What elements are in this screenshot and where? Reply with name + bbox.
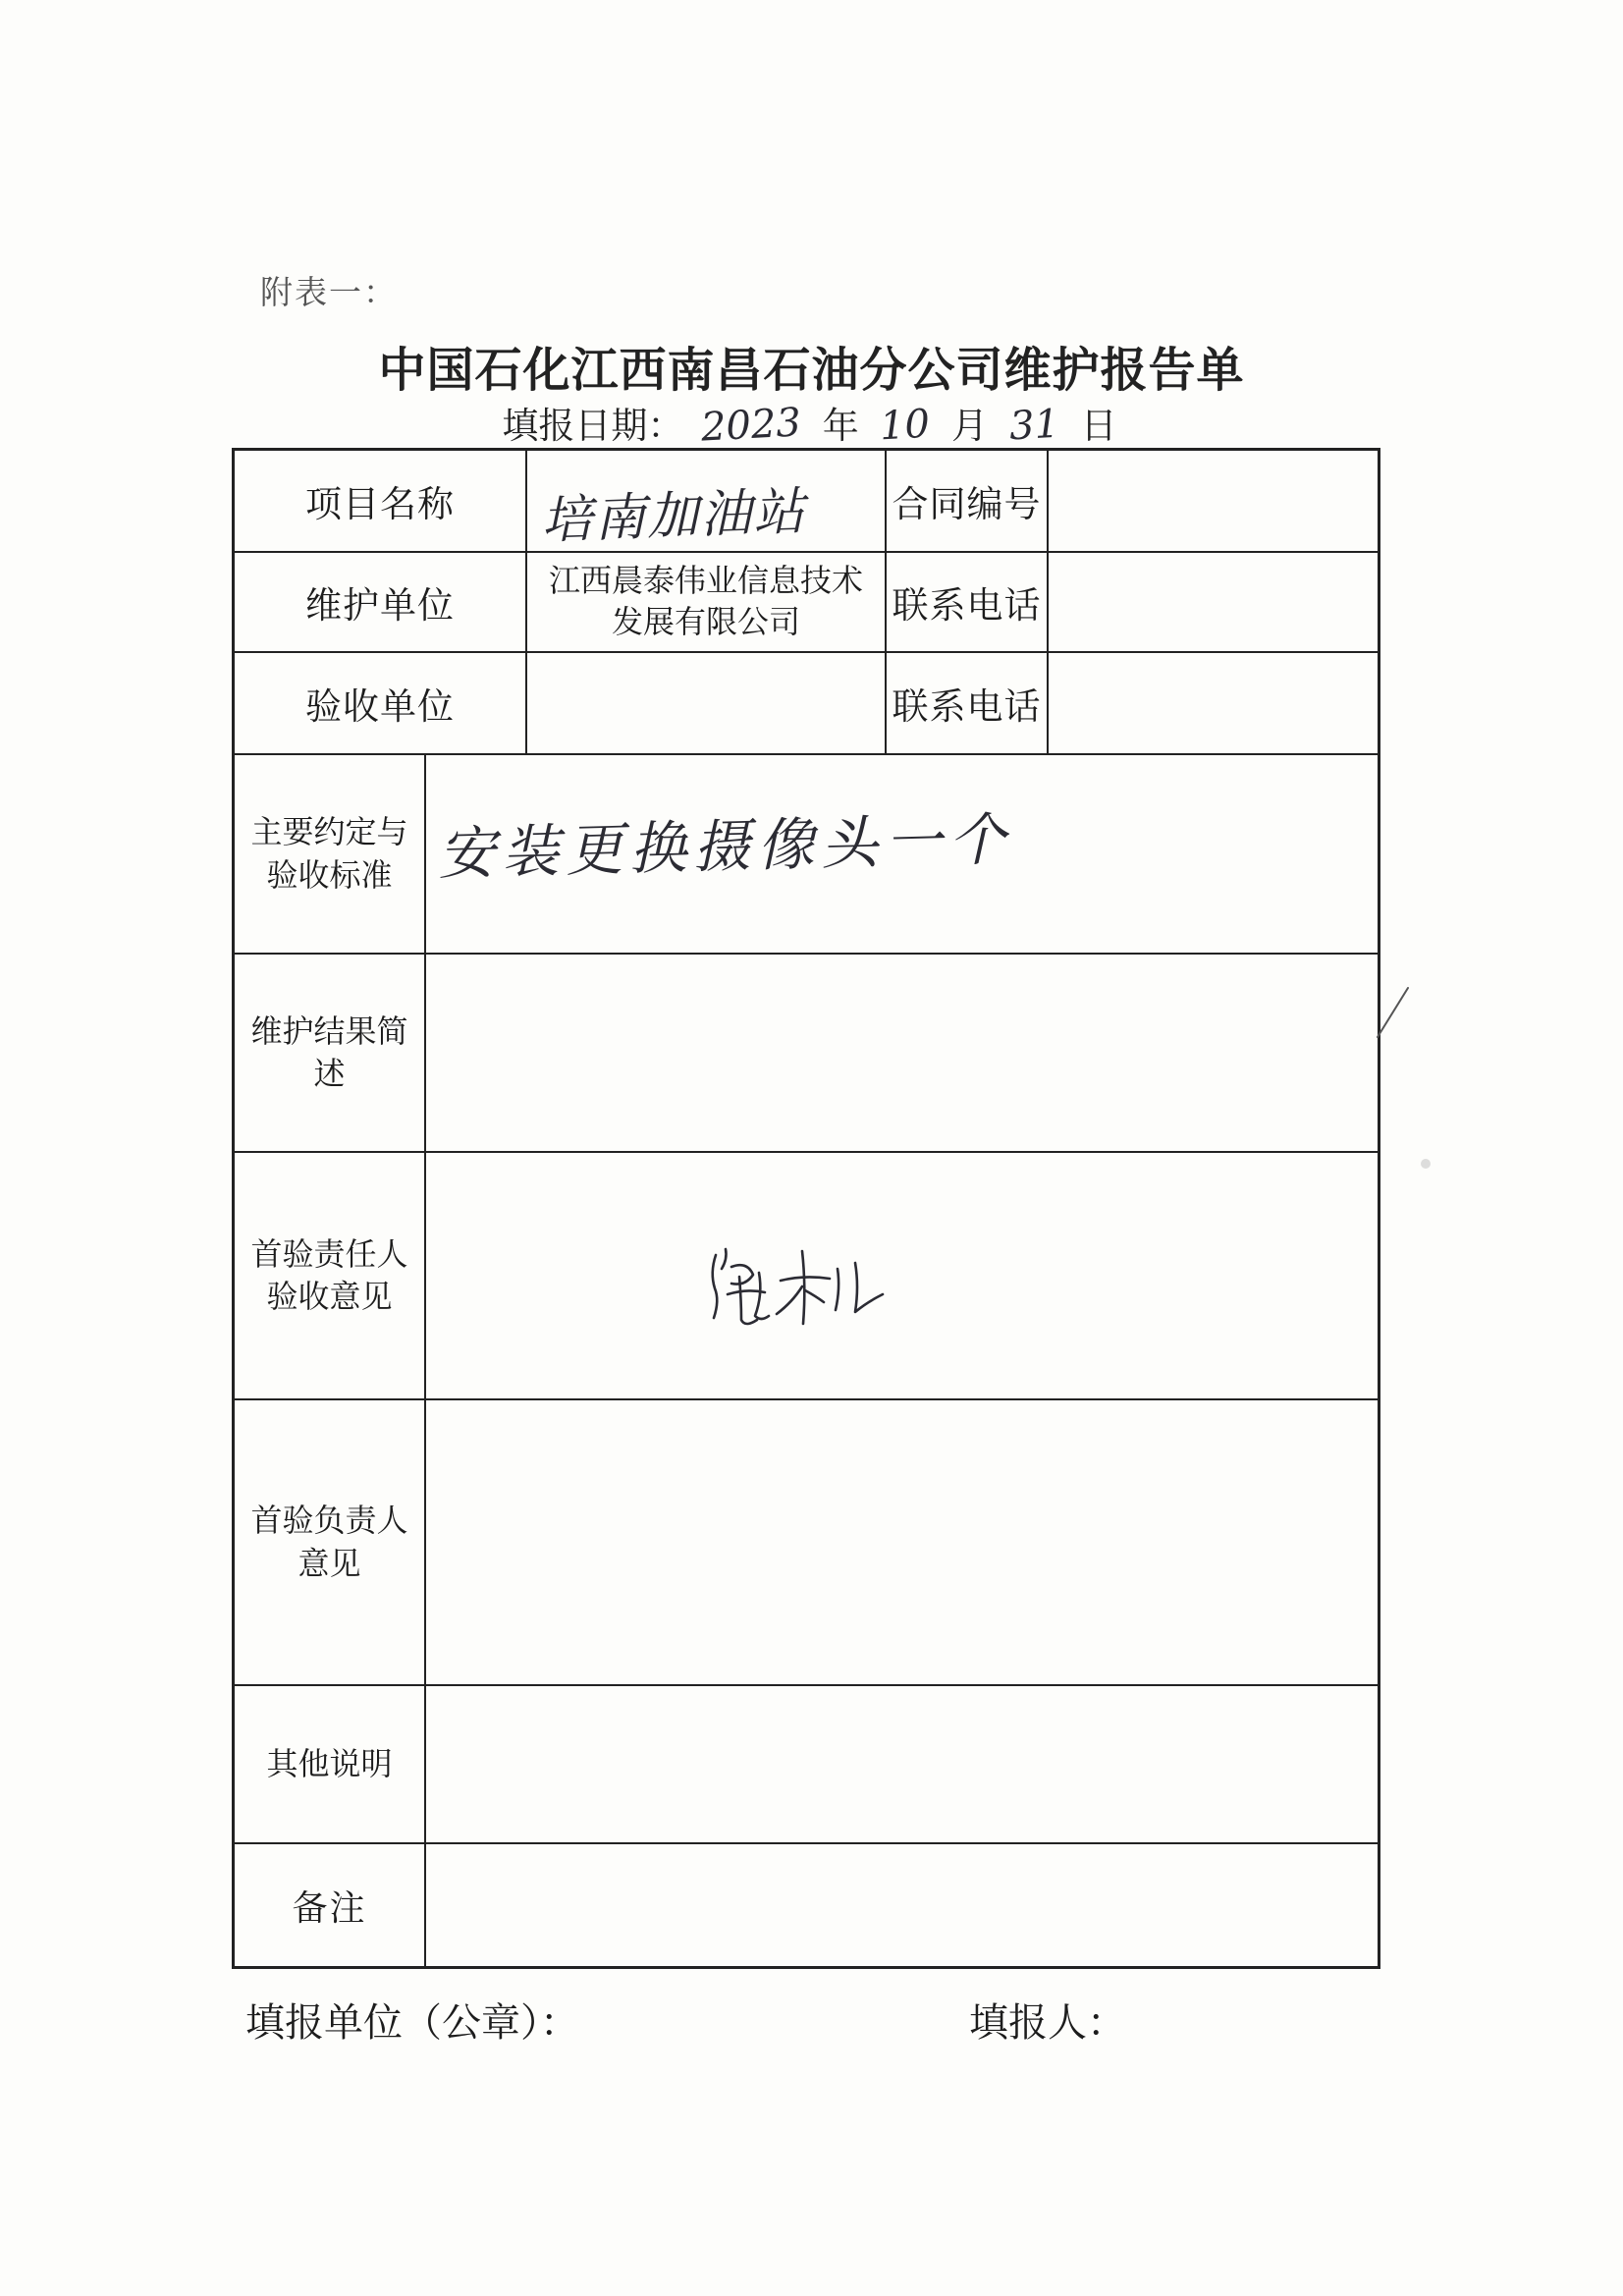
project-name-label: 项目名称 <box>305 483 455 525</box>
leader-opinion-label-cell <box>235 1400 426 1684</box>
maintenance-unit-value-cell <box>527 553 887 651</box>
row-project <box>235 451 1378 553</box>
remarks-label: 备注 <box>292 1887 367 1929</box>
maintenance-unit-value: 江西晨泰伟业信息技术发展有限公司 <box>549 562 864 640</box>
agreement-label-cell <box>235 755 426 953</box>
fill-date-day: 31 <box>1007 401 1060 450</box>
agreement-value-cell <box>426 755 1378 953</box>
row-acceptance-unit <box>235 653 1378 755</box>
result-summary-label: 维护结果简述 <box>250 1011 408 1092</box>
phone-2-value-cell <box>1049 653 1378 753</box>
other-notes-value-cell <box>426 1686 1378 1842</box>
row-leader-opinion <box>235 1400 1378 1686</box>
fill-date-label: 填报日期： <box>502 405 684 447</box>
footer-reporter-label: 填报人： <box>969 2000 1126 2046</box>
fill-date-month-unit: 月 <box>951 405 989 447</box>
attachment-label: 附表一： <box>260 273 398 311</box>
result-summary-value-cell <box>426 955 1378 1151</box>
row-agreement <box>235 755 1378 955</box>
remarks-value-cell <box>426 1844 1378 1966</box>
maintenance-unit-label: 维护单位 <box>305 584 455 627</box>
fill-date-year: 2023 <box>700 400 803 451</box>
document-title: 中国石化江西南昌石油分公司维护报告单 <box>378 343 1245 398</box>
inspector-opinion-label-cell <box>235 1153 426 1398</box>
maintenance-unit-label-cell <box>235 553 527 651</box>
handwritten-signature-icon <box>702 1237 889 1332</box>
acceptance-unit-label-cell <box>235 653 527 753</box>
other-notes-label: 其他说明 <box>266 1744 393 1782</box>
remarks-label-cell <box>235 1844 426 1966</box>
inspector-opinion-value-cell <box>426 1153 1378 1398</box>
row-other-notes <box>235 1686 1378 1844</box>
row-maintenance-unit <box>235 553 1378 653</box>
phone-1-label-cell <box>887 553 1049 651</box>
inspector-opinion-label: 首验责任人验收意见 <box>250 1234 408 1315</box>
row-result-summary <box>235 955 1378 1153</box>
report-form-table <box>232 448 1380 1969</box>
leader-opinion-label: 首验负责人意见 <box>250 1502 408 1582</box>
agreement-value: 安装更换摄像头一个 <box>437 805 1013 888</box>
row-remarks <box>235 1844 1378 1966</box>
acceptance-unit-label: 验收单位 <box>305 685 455 728</box>
pen-stroke-mark-icon <box>1373 982 1412 1041</box>
leader-opinion-value-cell <box>426 1400 1378 1684</box>
project-name-value-cell <box>527 451 887 551</box>
footer-unit-seal-label: 填报单位（公章）： <box>245 2000 579 2046</box>
row-inspector-opinion <box>235 1153 1378 1400</box>
fill-date-line <box>0 396 1623 449</box>
fill-date-year-unit: 年 <box>822 405 859 447</box>
fill-date-day-unit: 日 <box>1080 405 1117 447</box>
agreement-label: 主要约定与验收标准 <box>250 813 408 894</box>
phone-2-label: 联系电话 <box>892 685 1042 728</box>
result-summary-label-cell <box>235 955 426 1151</box>
other-notes-label-cell <box>235 1686 426 1842</box>
project-name-value: 培南加油站 <box>540 482 808 551</box>
project-name-label-cell <box>235 451 527 551</box>
contract-no-label: 合同编号 <box>892 483 1042 525</box>
acceptance-unit-value-cell <box>527 653 887 753</box>
phone-2-label-cell <box>887 653 1049 753</box>
contract-no-label-cell <box>887 451 1049 551</box>
phone-1-value-cell <box>1049 553 1378 651</box>
contract-no-value-cell <box>1049 451 1378 551</box>
phone-1-label: 联系电话 <box>892 584 1042 627</box>
scan-smudge-icon <box>1416 1154 1435 1174</box>
fill-date-month: 10 <box>879 401 932 450</box>
